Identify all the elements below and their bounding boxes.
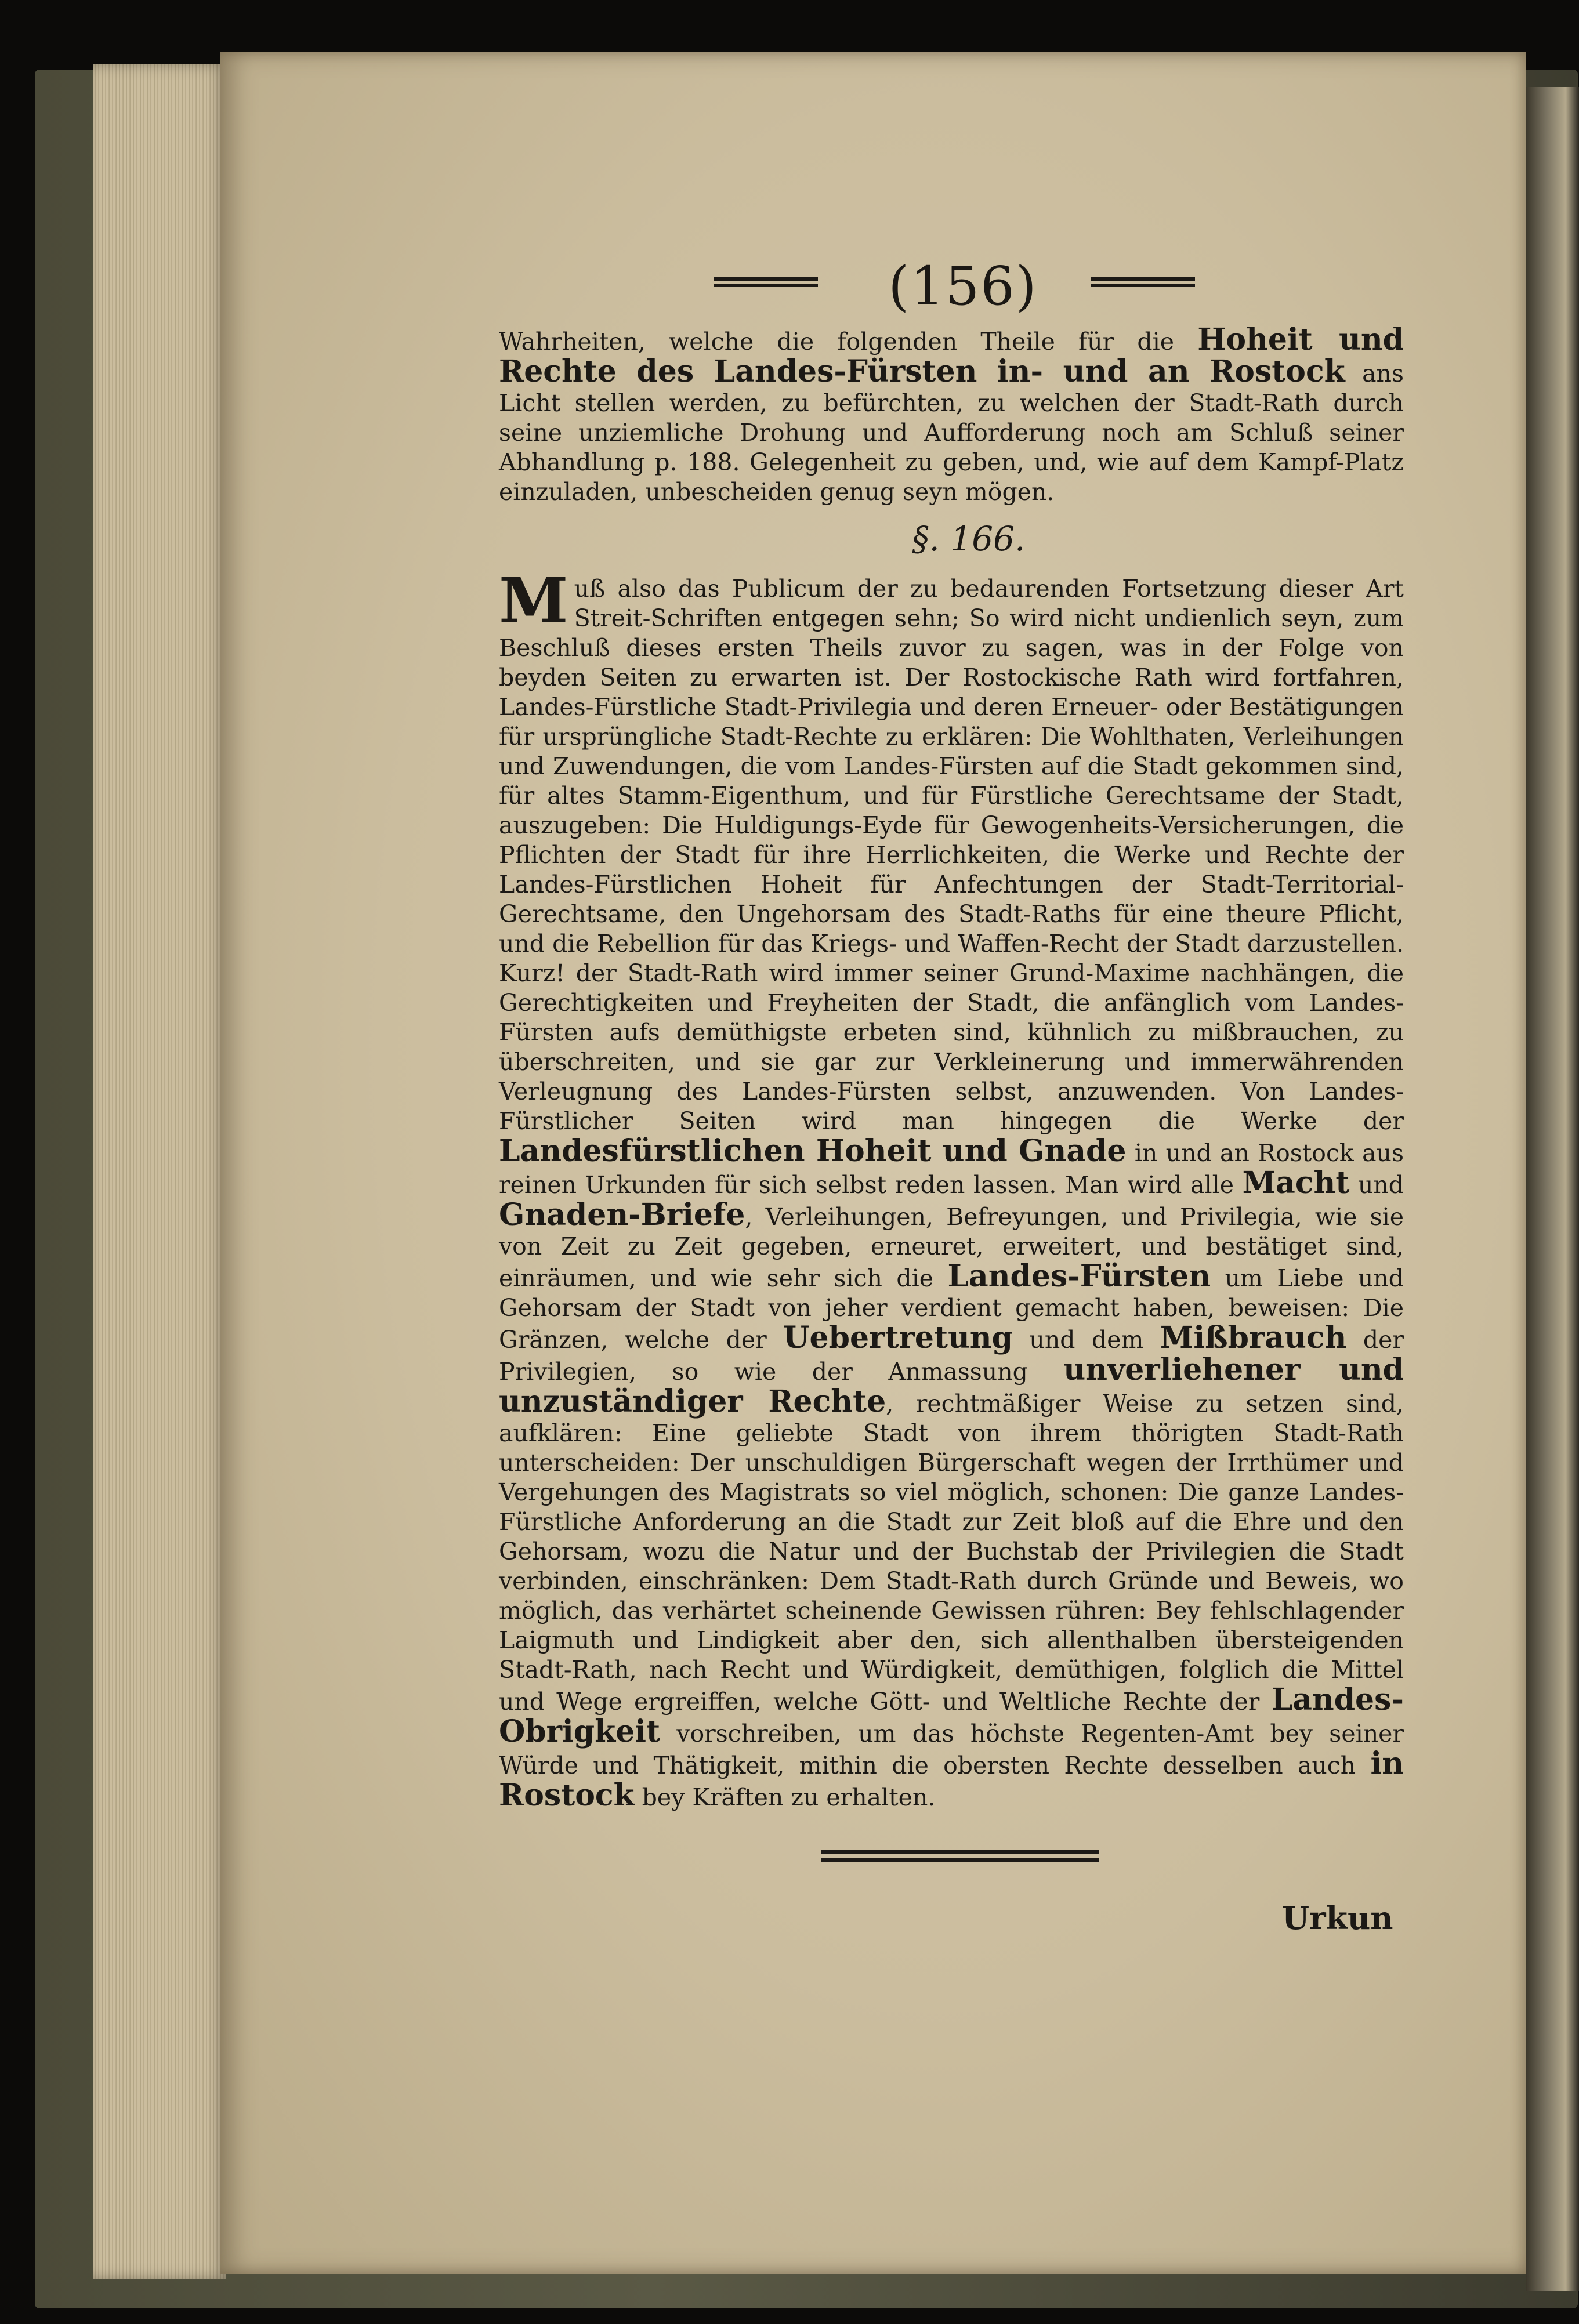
- body-text: in und an Rostock aus reinen Urkunden für sich selbst reden lassen. Man wird alle: [499, 1139, 1404, 1199]
- body-text: und: [1349, 1171, 1404, 1199]
- intro-emphasis: Hoheit und Rechte des Landes-Fürsten in- und an Rostock: [499, 322, 1404, 389]
- body-text: um Liebe und Gehorsam der Stadt von jeher verdient gemacht haben, beweisen: Die Gränzen, welche der: [499, 1264, 1404, 1354]
- page-header: [714, 255, 1236, 317]
- emphasis-text: Landes-Fürsten: [947, 1259, 1211, 1294]
- intro-paragraph: [499, 322, 1404, 506]
- emphasis-text: Uebertretung: [783, 1320, 1013, 1355]
- body-text: vorschreiben, um das höchste Regenten-Amt bey seiner Würde und Thätigkeit, mithin die obersten Rechte desselben auch: [499, 1720, 1404, 1779]
- catchword: Urkun: [1282, 1899, 1393, 1937]
- emphasis-text: Mißbrauch: [1160, 1320, 1347, 1355]
- right-page-edge: [1526, 87, 1579, 2291]
- end-rule: [821, 1850, 1099, 1854]
- body-text: , Verleihungen, Befreyungen, und Privilegia, wie sie von Zeit zu Zeit gegeben, erneuret, erweitert, und bestätiget sind, einräumen, und wie sehr sich die: [499, 1203, 1404, 1292]
- intro-text: Wahrheiten, welche die folgenden Theile für die: [499, 328, 1198, 356]
- section-heading: §. 166.: [912, 519, 1026, 559]
- emphasis-text: Macht: [1242, 1165, 1350, 1201]
- emphasis-text: Landes-Obrigkeit: [499, 1682, 1404, 1749]
- page-stack-edge: [93, 64, 226, 2279]
- header-rule-right: [1091, 277, 1195, 281]
- page-number: (156): [888, 255, 1038, 317]
- emphasis-text: in Rostock: [499, 1746, 1404, 1813]
- body-paragraph: [499, 564, 1404, 1813]
- body-text: der Privilegien, so wie der Anmassung: [499, 1326, 1404, 1386]
- intro-text: ans Licht stellen werden, zu befürchten, zu welchen der Stadt-Rath durch seine unziemliche Drohung und Aufforderung noch am Schluß seiner Abhandlung p. 188. Gelegenheit zu geben, und, wie auf dem Kampf-Platz einzuladen, unbescheiden genug seyn mögen.: [499, 360, 1404, 506]
- header-rule-left: [714, 277, 818, 281]
- emphasis-text: Landesfürstlichen Hoheit und Gnade: [499, 1133, 1127, 1169]
- body-text: und dem: [1012, 1326, 1160, 1354]
- body-text: uß also das Publicum der zu bedaurenden Fortsetzung dieser Art Streit-Schriften entgegen sehn; So wird nicht undienlich seyn, zum Beschluß dieses ersten Theils zuvor zu sagen, was in der Folge von beyden Seiten zu erwarten ist. Der Rostockische Rath wird fortfahren, Landes-Fürstliche Stadt-Privilegia und deren Erneuer- oder Bestätigungen für ursprüngliche Stadt-Rechte zu erklären: Die Wohlthaten, Verleihungen und Zuwendungen, die vom Landes-Fürsten auf die Stadt gekommen sind, für altes Stamm-Eigenthum, und für Fürstliche Gerechtsame der Stadt, auszugeben: Die Huldigungs-Eyde für Gewogenheits-Versicherungen, die Pflichten der Stadt für ihre Herrlichkeiten, die Werke und Rechte der Landes-Fürstlichen Hoheit für Anfechtungen der Stadt-Territorial-Gerechtsame, den Ungehorsam des Stadt-Raths für eine theure Pflicht, und die Rebellion für das Kriegs- und Waffen-Recht der Stadt darzustellen. Kurz! der Stadt-Rath wird immer seiner Grund-Maxime nachhängen, die Gerechtigkeiten und Freyheiten der Stadt, die anfänglich vom Landes-Fürsten aufs demüthigste erbeten sind, kühnlich zu mißbrauchen, zu überschreiten, und sie gar zur Verkleinerung und immerwährenden Verleugnung des Landes-Fürsten selbst, anzuwenden. Von Landes-Fürstlicher Seiten wird man hingegen die Werke der: [499, 575, 1404, 1135]
- body-text: , rechtmäßiger Weise zu setzen sind, aufklären: Eine geliebte Stadt von ihrem thörigten Stadt-Rath unterscheiden: Der unschuldigen Bürgerschaft wegen der Irrthümer und Vergehungen des Magistrats so viel möglich, schonen: Die ganze Landes-Fürstliche Anforderung an die Stadt zur Zeit bloß auf die Ehre und den Gehorsam, wozu die Natur und der Buchstab der Privilegien die Stadt verbinden, einschränken: Dem Stadt-Rath durch Gründe und Beweis, wo möglich, das verhärtet scheinende Gewissen rühren: Bey fehlschlagender Laigmuth und Lindigkeit aber den, sich allenthalben übersteigenden Stadt-Rath, nach Recht und Würdigkeit, demüthigen, folglich die Mittel und Wege ergreiffen, welche Gött- und Weltliche Rechte der: [499, 1390, 1404, 1716]
- body-text: bey Kräften zu erhalten.: [634, 1783, 936, 1811]
- drop-cap: M: [499, 564, 568, 637]
- emphasis-text: Gnaden-Briefe: [499, 1197, 745, 1232]
- emphasis-text: unverliehener und unzuständiger Rechte: [499, 1352, 1404, 1419]
